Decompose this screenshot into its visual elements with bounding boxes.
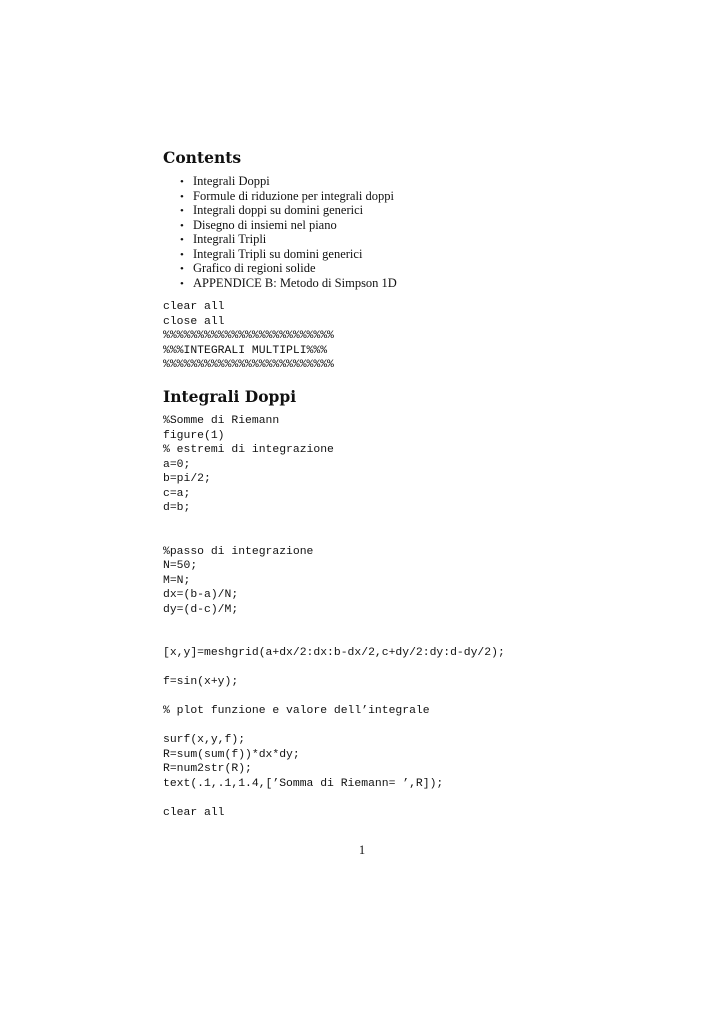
code-line [163,690,505,705]
toc-item-label: APPENDICE B: Metodo di Simpson 1D [193,275,397,290]
code-line [163,530,505,545]
code-line: R=sum(sum(f))*dx*dy; [163,748,300,761]
code-line: N=50; [163,560,198,572]
table-of-contents [180,174,397,290]
toc-item[interactable] [180,261,397,276]
bullet-icon: • [180,176,184,188]
code-block-setup [163,300,334,373]
code-line: %passo di integrazione [163,545,314,558]
toc-item-label: Integrali Doppi [193,174,270,188]
code-line: a=0; [163,458,191,471]
code-line: surf(x,y,f); [163,734,246,746]
code-line: c=a; [163,487,191,500]
toc-item-label: Integrali Tripli [193,232,267,246]
toc-item[interactable] [180,232,397,247]
toc-item[interactable] [180,247,397,262]
toc-item-label: Disegno di insiemi nel piano [193,217,337,232]
code-line: M=N; [163,574,191,587]
section-heading-integrali-doppi: Integrali Doppi [163,387,297,406]
code-line: %%%%%%%%%%%%%%%%%%%%%%%%% [163,330,334,342]
bullet-icon: • [180,219,184,232]
toc-item[interactable] [180,203,397,218]
code-line: text(.1,.1,1.4,[’Somma di Riemann= ’,R]); [163,777,444,790]
toc-item[interactable] [180,218,397,233]
code-line: clear all [163,301,225,313]
code-block-integrali-doppi [163,414,505,820]
code-line: %%%%%%%%%%%%%%%%%%%%%%%%% [163,359,334,371]
code-line [163,617,505,632]
toc-item-label: Integrali Tripli su domini generici [193,246,363,261]
code-line: d=b; [163,502,191,514]
code-line [163,719,505,734]
code-line: b=pi/2; [163,473,211,485]
code-line: R=num2str(R); [163,763,252,775]
bullet-icon: • [180,248,184,261]
toc-item-label: Integrali doppi su domini generici [193,203,364,217]
bullet-icon: • [180,263,184,275]
code-line: figure(1) [163,429,225,442]
code-line: clear all [163,806,225,819]
code-line: %%%INTEGRALI MULTIPLI%%% [163,344,328,357]
bullet-icon: • [180,277,184,290]
toc-item[interactable] [180,174,397,189]
bullet-icon: • [180,190,184,203]
toc-item[interactable] [180,276,397,291]
code-line: %Somme di Riemann [163,415,280,427]
code-line [163,661,505,676]
toc-item-label: Formule di riduzione per integrali doppi [193,188,394,203]
code-line: % estremi di integrazione [163,444,334,456]
code-line: dy=(d-c)/M; [163,603,239,616]
code-line: close all [163,315,225,328]
page-number: 1 [358,843,366,857]
bullet-icon: • [180,205,184,217]
code-line: % plot funzione e valore dell’integrale [163,705,430,717]
code-line [163,516,505,531]
code-line: [x,y]=meshgrid(a+dx/2:dx:b-dx/2,c+dy/2:dy:d-dy/2); [163,647,505,659]
code-line [163,791,505,806]
code-line: f=sin(x+y); [163,676,239,688]
toc-item-label: Grafico di regioni solide [193,261,316,275]
code-line [163,632,505,647]
code-line: dx=(b-a)/N; [163,589,239,601]
contents-heading: Contents [163,148,242,167]
bullet-icon: • [180,234,184,246]
toc-item[interactable] [180,189,397,204]
